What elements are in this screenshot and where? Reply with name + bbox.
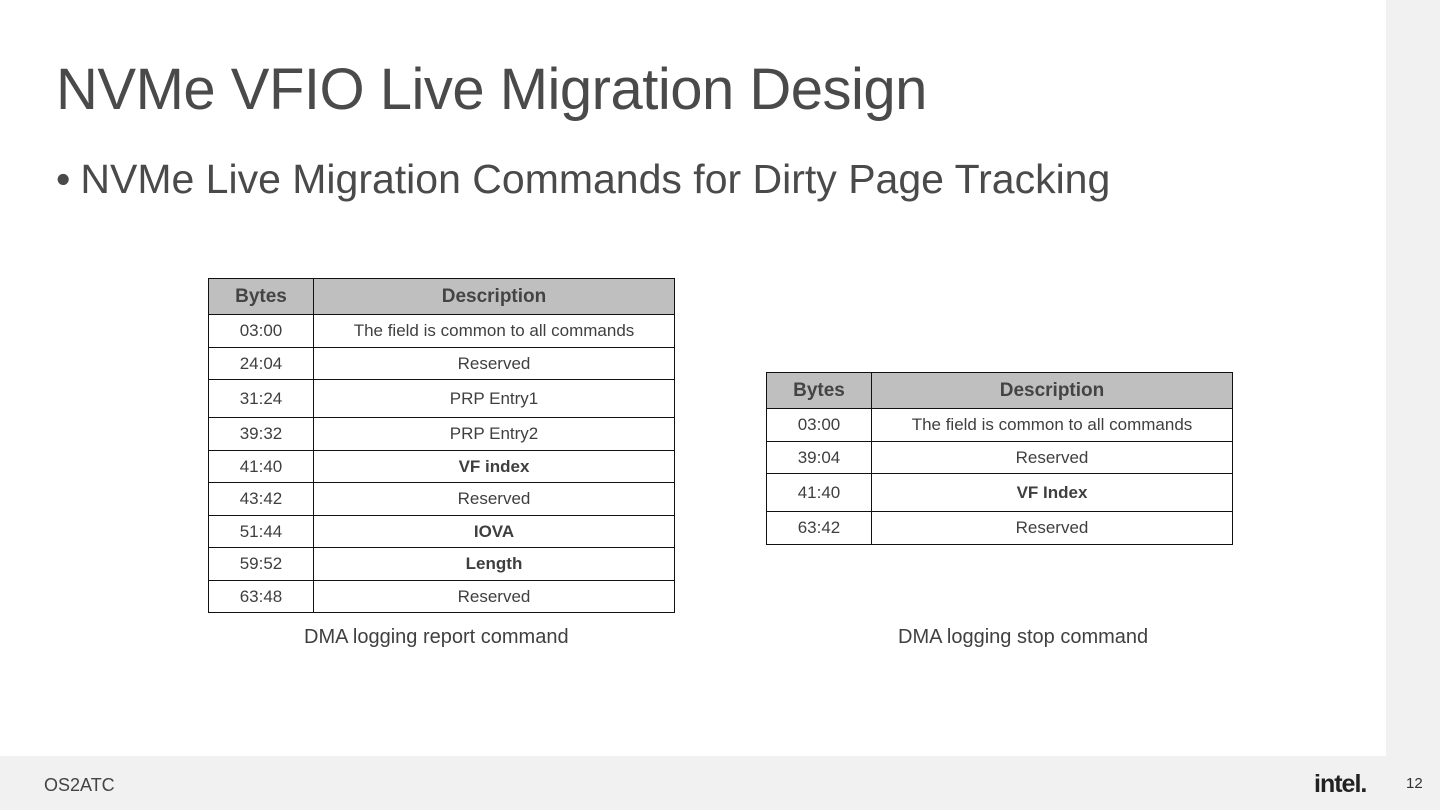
footer-bar xyxy=(0,756,1386,810)
cell-description: The field is common to all commands xyxy=(314,315,675,348)
table-row xyxy=(209,315,675,348)
table-header-row xyxy=(209,279,675,315)
cell-description: Reserved xyxy=(314,581,675,613)
cell-bytes: 03:00 xyxy=(209,315,314,348)
slide-title: NVMe VFIO Live Migration Design xyxy=(56,57,927,122)
header-bytes: Bytes xyxy=(209,279,314,315)
bullet-text: NVMe Live Migration Commands for Dirty Page Tracking xyxy=(80,156,1111,202)
cell-description: PRP Entry1 xyxy=(314,380,675,418)
cell-bytes: 24:04 xyxy=(209,348,314,380)
table-row xyxy=(209,516,675,548)
cell-bytes: 63:42 xyxy=(767,512,872,545)
cell-description: VF index xyxy=(314,451,675,483)
table-row xyxy=(209,380,675,418)
cell-description: Reserved xyxy=(872,512,1233,545)
table-header-row xyxy=(767,373,1233,409)
table-row xyxy=(767,512,1233,545)
cell-bytes: 39:04 xyxy=(767,442,872,474)
table-row xyxy=(209,348,675,380)
report-table-caption: DMA logging report command xyxy=(304,626,569,648)
cell-description: The field is common to all commands xyxy=(872,409,1233,442)
bullet-point xyxy=(56,156,1110,203)
intel-logo: intel. xyxy=(1314,770,1367,798)
cell-description: VF Index xyxy=(872,474,1233,512)
table-row xyxy=(209,581,675,613)
footer-label: OS2ATC xyxy=(44,775,115,795)
cell-description: PRP Entry2 xyxy=(314,418,675,451)
cell-description: Length xyxy=(314,548,675,581)
header-description: Description xyxy=(872,373,1233,409)
cell-bytes: 63:48 xyxy=(209,581,314,613)
cell-description: Reserved xyxy=(314,483,675,516)
table-row xyxy=(767,474,1233,512)
cell-bytes: 41:40 xyxy=(767,474,872,512)
cell-bytes: 03:00 xyxy=(767,409,872,442)
right-margin-strip xyxy=(1386,0,1440,810)
table-row xyxy=(209,483,675,516)
page-number: 12 xyxy=(1406,775,1423,792)
stop-table-caption: DMA logging stop command xyxy=(898,626,1149,648)
table-row xyxy=(209,418,675,451)
table-row xyxy=(209,548,675,581)
header-bytes: Bytes xyxy=(767,373,872,409)
cell-bytes: 41:40 xyxy=(209,451,314,483)
table-row xyxy=(209,451,675,483)
cell-bytes: 39:32 xyxy=(209,418,314,451)
dma-stop-table xyxy=(766,372,1233,545)
cell-description: Reserved xyxy=(314,348,675,380)
dma-report-table xyxy=(208,278,675,613)
cell-bytes: 51:44 xyxy=(209,516,314,548)
cell-description: Reserved xyxy=(872,442,1233,474)
cell-bytes: 43:42 xyxy=(209,483,314,516)
cell-bytes: 59:52 xyxy=(209,548,314,581)
table-row xyxy=(767,442,1233,474)
table-row xyxy=(767,409,1233,442)
header-description: Description xyxy=(314,279,675,315)
bullet-icon: • xyxy=(56,156,71,202)
cell-bytes: 31:24 xyxy=(209,380,314,418)
cell-description: IOVA xyxy=(314,516,675,548)
